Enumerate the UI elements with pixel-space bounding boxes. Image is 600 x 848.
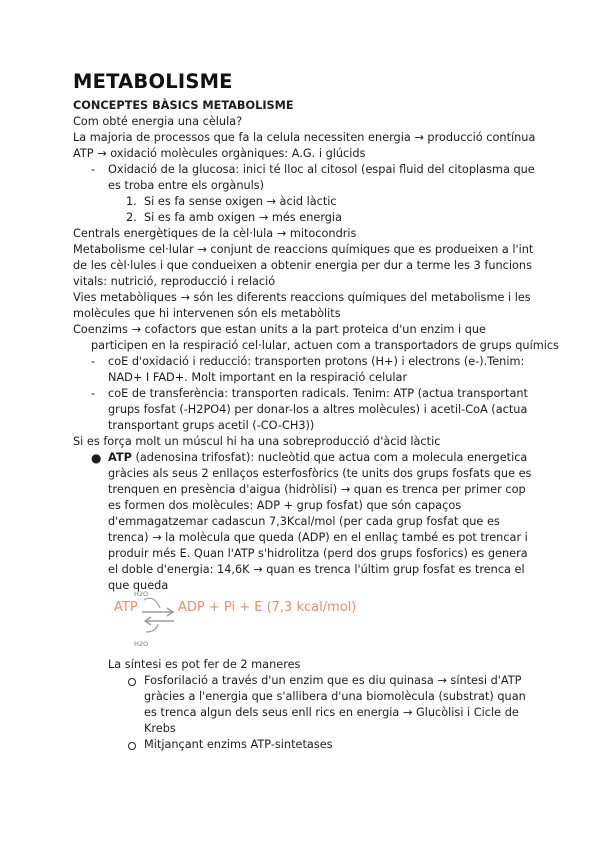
text-line: vitals: nutrició, reproducció i relació	[73, 275, 276, 288]
text-line: Metabolisme cel·lular → conjunt de reaccions químiques que es produeixen a l'int	[73, 243, 534, 256]
list-item	[108, 450, 527, 466]
text-line: molècules que hi intervenen són els metabòlits	[73, 307, 341, 320]
dash-marker: -	[91, 163, 96, 176]
dash-marker: -	[91, 387, 96, 400]
hollow-bullet-marker	[128, 742, 136, 750]
list-item: Oxidació de la glucosa: inici té lloc al citosol (espai fluid del citoplasma que	[108, 163, 535, 176]
list-item: es trenca algun dels seus enll rics en energia → Glucòlisi i Cicle de	[144, 706, 519, 719]
diagram-products-label: ADP + Pi + E (7,3 kcal/mol)	[178, 600, 357, 615]
list-item: NAD+ I FAD+. Molt important en la respiració celular	[108, 371, 408, 384]
list-item: trenquen en presència d'aigua (hidròlisi) → quan es trenca per primer cop	[108, 483, 526, 496]
list-item: gràcies a l'energia que s'allibera d'una biomolècula (substrat) quan	[144, 690, 526, 703]
atp-term: ATP	[108, 451, 132, 464]
atp-hydrolysis-diagram	[108, 584, 357, 650]
number-marker: 2.	[126, 211, 137, 224]
list-item: Si es fa sense oxigen → àcid làctic	[144, 195, 337, 208]
water-label-top: H2O	[134, 590, 149, 598]
text-line: de les cèl·lules i que condueixen a obtenir energia per dur a terme les 3 funcions	[73, 259, 532, 272]
list-item: Krebs	[144, 722, 176, 735]
hollow-bullet-marker	[128, 678, 136, 686]
text-line: Centrals energètiques de la cèl·lula → mitocondris	[73, 227, 357, 240]
bullet-marker: ●	[91, 451, 102, 465]
list-item: trenca) → la molècula que queda (ADP) en el enllaç també es pot trencar i	[108, 531, 528, 544]
list-item: grups fosfat (-H2PO4) per donar-los a altres molècules) i acetil-CoA (actua	[108, 403, 528, 416]
list-item: es formen dos molècules: ADP + grup fosfat) que són capaços	[108, 499, 462, 512]
text-line: Si es força molt un múscul hi ha una sobreproducció d'àcid làctic	[73, 435, 441, 448]
list-item: transportant grups acetil (-CO-CH3))	[108, 419, 315, 432]
list-item: que queda	[108, 579, 169, 592]
text-line: Coenzims → cofactors que estan units a la part proteica d'un enzim i que	[73, 323, 487, 336]
list-item: produir més E. Quan l'ATP s'hidrolitza (perd dos grups fosforics) es genera	[108, 547, 528, 560]
list-item: coE d'oxidació i reducció: transporten protons (H+) i electrons (e-).Tenim:	[108, 355, 525, 368]
text-line: La majoria de processos que fa la celula necessiten energia → producció contínua	[73, 131, 536, 144]
text-line: participen en la respiració cel·lular, actuen com a transportadors de grups químics	[91, 339, 559, 352]
atp-definition: (adenosina trifosfat): nucleòtid que actua com a molecula energetica	[131, 451, 528, 464]
list-item: d'emmagatzemar cadascun 7,3Kcal/mol (per cada grup fosfat que es	[108, 515, 500, 528]
list-item: Si es fa amb oxigen → més energia	[144, 211, 342, 224]
diagram-atp-label: ATP	[114, 600, 138, 615]
section-heading: CONCEPTES BÀSICS METABOLISME	[73, 99, 294, 112]
text-line: Com obté energia una cèlula?	[73, 115, 243, 128]
list-item: Mitjançant enzims ATP-sintetases	[144, 738, 333, 751]
page-title: METABOLISME	[73, 70, 233, 93]
dash-marker: -	[91, 355, 96, 368]
text-line: Vies metabòliques → són les diferents reaccions químiques del metabolisme i les	[73, 291, 531, 304]
list-item: Fosforilació a través d'un enzim que es diu quinasa → síntesi d'ATP	[144, 674, 522, 687]
water-label-bottom: H2O	[134, 640, 149, 648]
text-line: ATP → oxidació molècules orgàniques: A.G. i glúcids	[73, 147, 366, 160]
reversible-arrows-icon	[140, 594, 176, 634]
list-item: coE de transferència: transporten radicals. Tenim: ATP (actua transportant	[108, 387, 528, 400]
list-item: gràcies als seus 2 enllaços esterfosfòrics (te units dos grups fosfats que es	[108, 467, 532, 480]
number-marker: 1.	[126, 195, 137, 208]
list-item: es troba entre els orgànuls)	[108, 179, 265, 192]
list-item: el doble d'energia: 14,6K → quan es trenca l'últim grup fosfat es trenca el	[108, 563, 525, 576]
text-line: La síntesi es pot fer de 2 maneres	[108, 658, 301, 671]
